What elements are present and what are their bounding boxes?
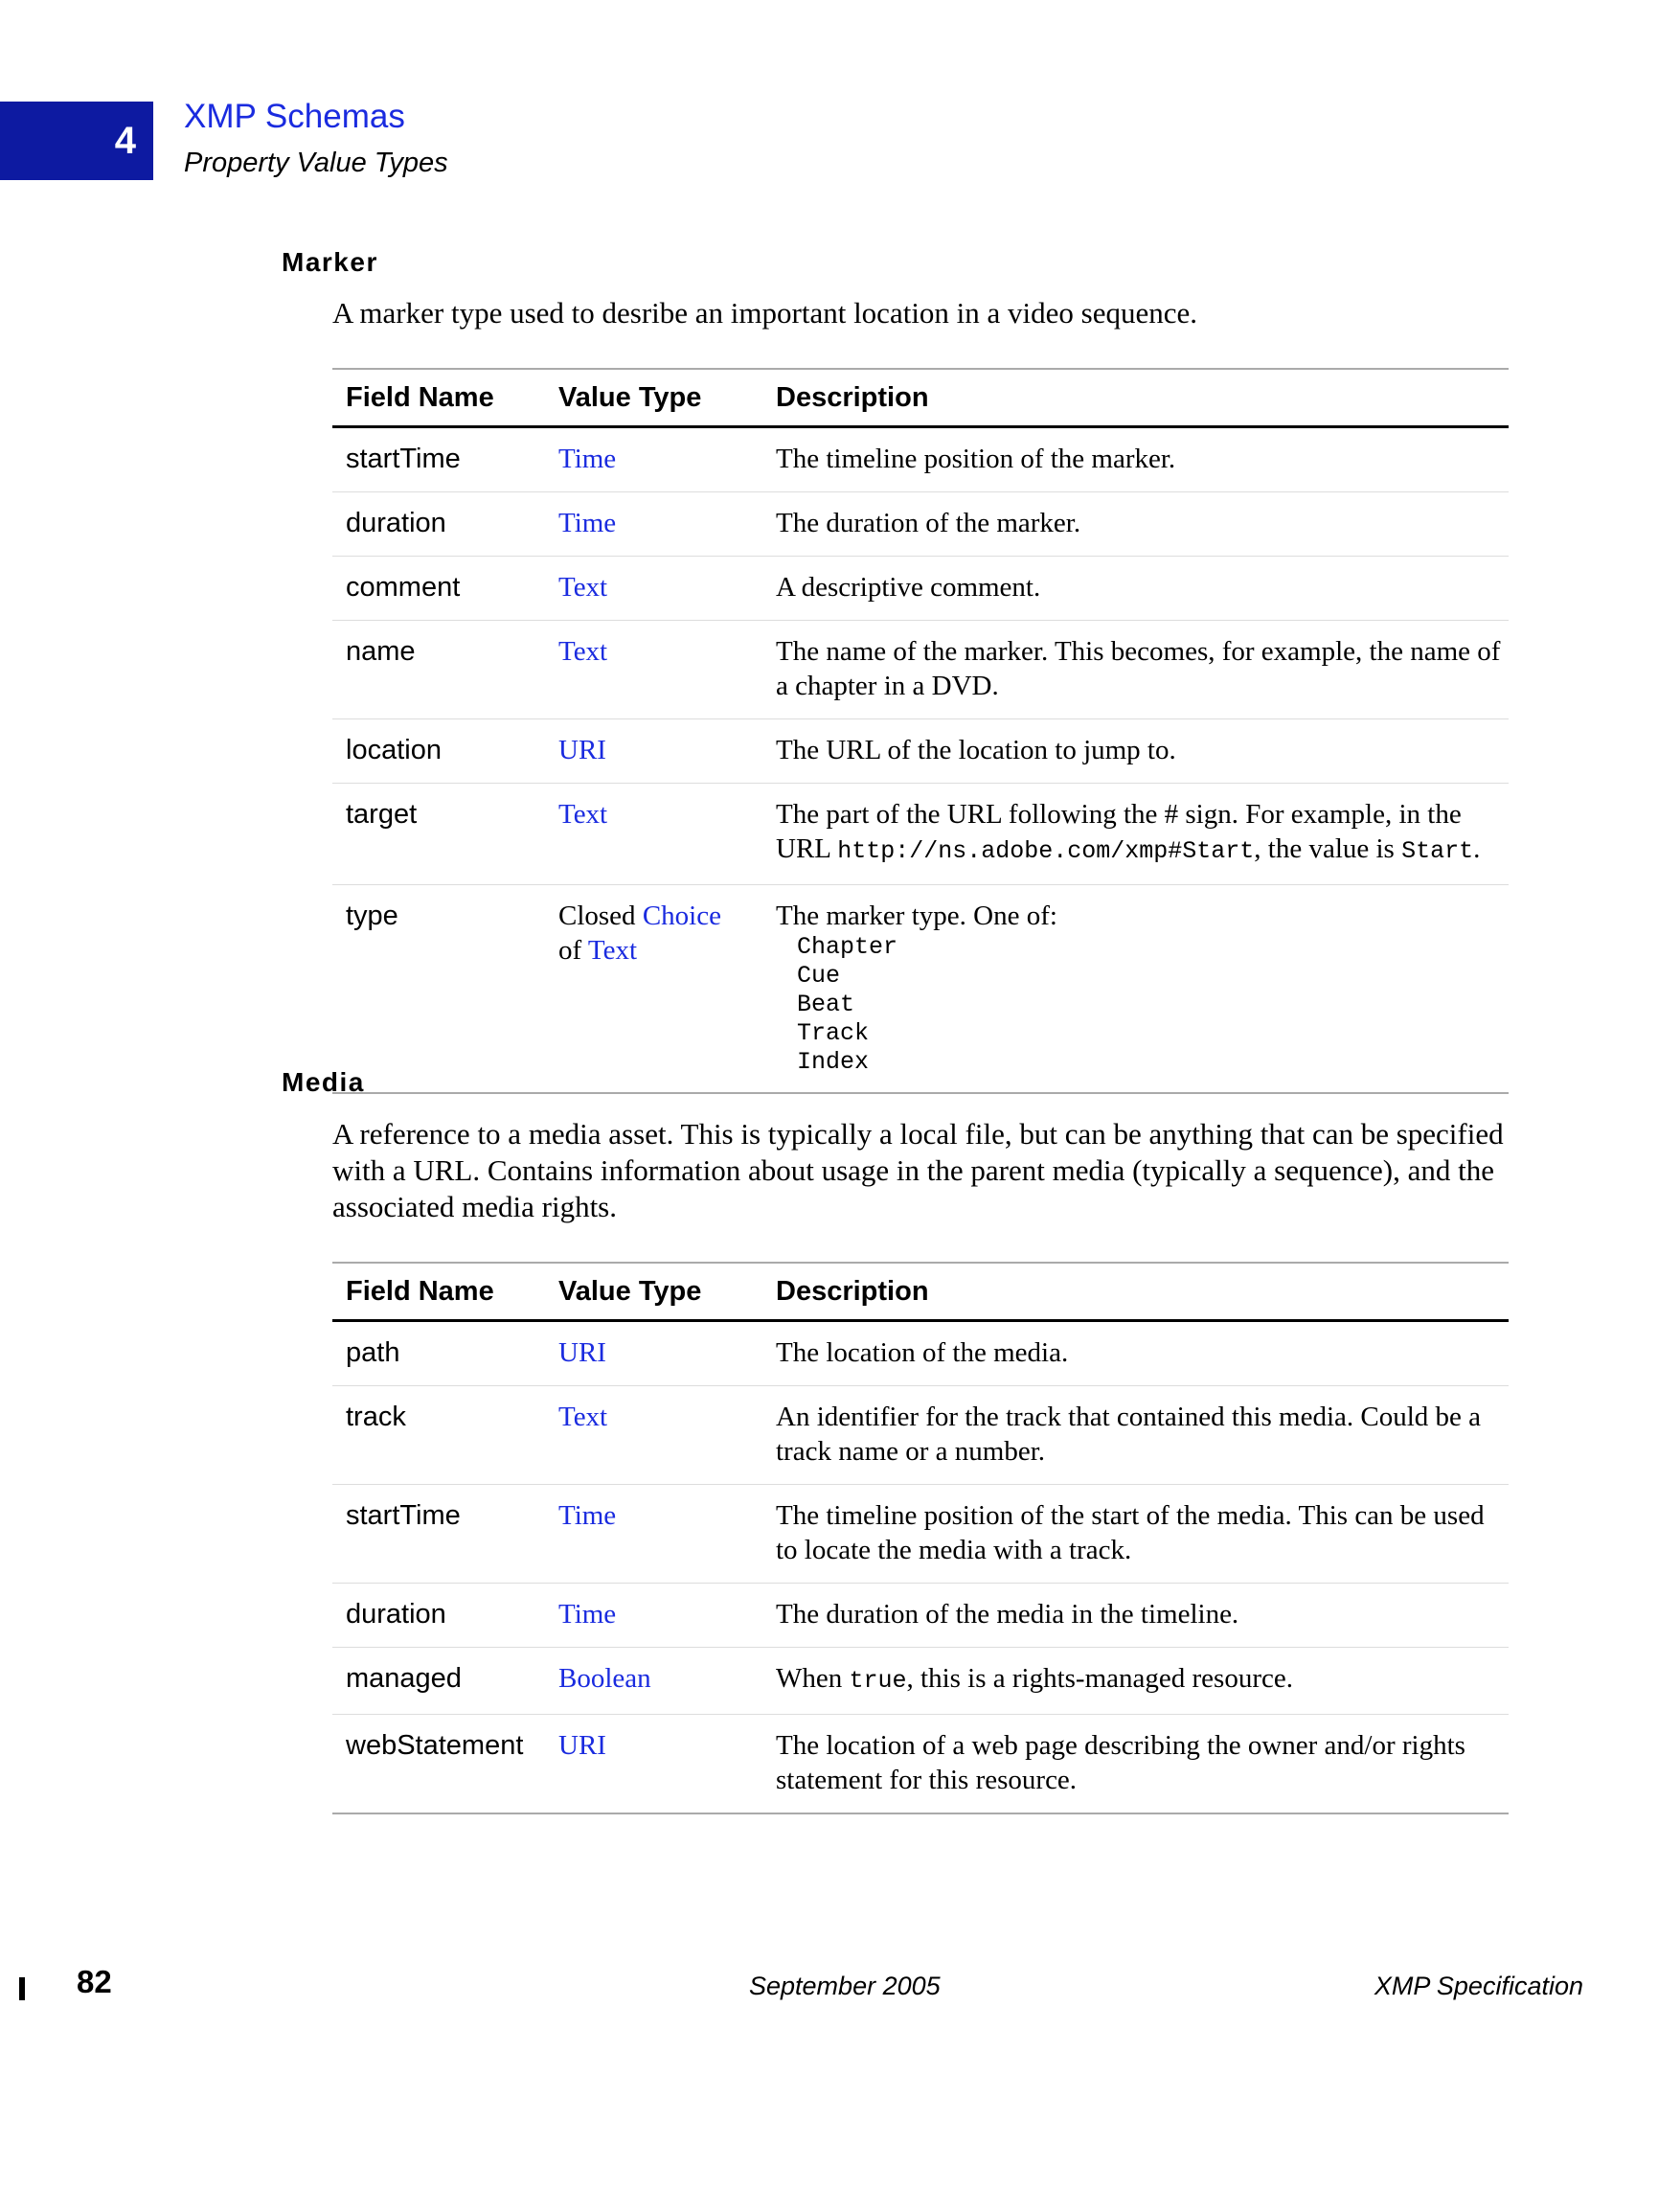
column-header: Description: [762, 1263, 1509, 1321]
field-name: comment: [332, 557, 545, 621]
table-row: [332, 1584, 1509, 1648]
table-row: [332, 885, 1509, 1094]
table-row: [332, 1386, 1509, 1485]
marker-description: A marker type used to desribe an important location in a video sequence.: [332, 296, 1198, 330]
code-url: http://ns.adobe.com/xmp#Start: [837, 837, 1255, 865]
field-description: The duration of the media in the timeline.: [762, 1584, 1509, 1648]
value-type: Closed Choice of Text: [558, 901, 721, 966]
table-row: [332, 427, 1509, 492]
choice-link[interactable]: Choice: [642, 901, 721, 931]
column-header: Field Name: [332, 369, 545, 427]
table-row: [332, 1648, 1509, 1715]
field-description: An identifier for the track that contained this media. Could be a track name or a number.: [762, 1386, 1509, 1485]
field-name: startTime: [332, 1485, 545, 1584]
code-value: Start: [1401, 837, 1474, 865]
field-description: The part of the URL following the # sign. For example, in the URL http://ns.adobe.com/xmp#Start, the value is Start.: [762, 784, 1509, 885]
field-name: name: [332, 621, 545, 719]
field-name: webStatement: [346, 1730, 524, 1761]
table-row: [332, 621, 1509, 719]
field-name: target: [332, 784, 545, 885]
value-type-link[interactable]: Text: [558, 799, 608, 830]
field-description: The name of the marker. This becomes, for example, the name of a chapter in a DVD.: [762, 621, 1509, 719]
change-bar: [19, 1977, 25, 2000]
field-description: A descriptive comment.: [762, 557, 1509, 621]
table-header-row: [332, 1263, 1509, 1321]
field-description: The timeline position of the start of the media. This can be used to locate the media with a track.: [762, 1485, 1509, 1584]
field-description: When true, this is a rights-managed resource.: [762, 1648, 1509, 1715]
option-item: Chapter: [797, 933, 898, 961]
chapter-subtitle: Property Value Types: [184, 148, 448, 178]
table-row: [332, 1485, 1509, 1584]
page-number: 82: [77, 1964, 112, 1999]
value-type-link[interactable]: Boolean: [558, 1663, 651, 1694]
value-type-link[interactable]: URI: [558, 735, 606, 765]
field-name: type: [346, 901, 398, 931]
field-description: The location of the media.: [762, 1321, 1509, 1386]
marker-table: [332, 368, 1509, 1094]
value-type-link[interactable]: URI: [558, 1337, 606, 1368]
media-table: [332, 1262, 1509, 1814]
marker-heading: Marker: [282, 247, 378, 277]
value-type-link[interactable]: Time: [558, 1599, 617, 1630]
column-header: Value Type: [545, 369, 762, 427]
field-name: startTime: [332, 427, 545, 492]
table-row: [332, 784, 1509, 885]
value-type-link[interactable]: Text: [558, 572, 608, 603]
field-name: path: [332, 1321, 545, 1386]
code-value: true: [849, 1667, 907, 1695]
table-row: [332, 1715, 1509, 1814]
field-name: managed: [332, 1648, 545, 1715]
footer-date: September 2005: [749, 1972, 941, 2000]
column-header: Field Name: [332, 1263, 545, 1321]
value-type-link[interactable]: URI: [558, 1730, 606, 1761]
chapter-title-link[interactable]: XMP Schemas: [184, 98, 405, 135]
marker-type-options: [776, 933, 1509, 1077]
text-link[interactable]: Text: [587, 935, 638, 966]
field-description: The location of a web page describing the owner and/or rights statement for this resource.: [776, 1730, 1465, 1795]
field-description: The URL of the location to jump to.: [762, 719, 1509, 784]
option-item: Cue: [797, 962, 841, 990]
option-item: Track: [797, 1019, 870, 1047]
table-row: [332, 1321, 1509, 1386]
chapter-number: 4: [114, 119, 136, 162]
value-type-link[interactable]: Text: [558, 1402, 608, 1432]
table-header-row: [332, 369, 1509, 427]
field-name: duration: [332, 492, 545, 557]
footer-doc-title: XMP Specification: [1374, 1972, 1583, 2000]
chapter-number-box: [0, 102, 153, 180]
field-name: track: [332, 1386, 545, 1485]
field-description: The duration of the marker.: [762, 492, 1509, 557]
option-item: Beat: [797, 991, 855, 1018]
value-type-link[interactable]: Time: [558, 508, 617, 538]
option-item: Index: [797, 1048, 870, 1076]
field-name: location: [332, 719, 545, 784]
column-header: Value Type: [545, 1263, 762, 1321]
media-description: A reference to a media asset. This is typically a local file, but can be anything that can be specified with a URL. Contains information about usage in the parent media (typically a sequence), and the associated media rights.: [332, 1117, 1504, 1223]
column-header: Description: [762, 369, 1509, 427]
field-description: The timeline position of the marker.: [762, 427, 1509, 492]
value-type-link[interactable]: Time: [558, 444, 617, 474]
value-type-link[interactable]: Text: [558, 636, 608, 667]
table-row: [332, 557, 1509, 621]
media-heading: Media: [282, 1067, 365, 1097]
field-name: duration: [332, 1584, 545, 1648]
table-row: [332, 719, 1509, 784]
table-row: [332, 492, 1509, 557]
field-description: The marker type. One of: Chapter Cue Beat Track Index: [762, 885, 1509, 1094]
value-type-link[interactable]: Time: [558, 1500, 617, 1531]
